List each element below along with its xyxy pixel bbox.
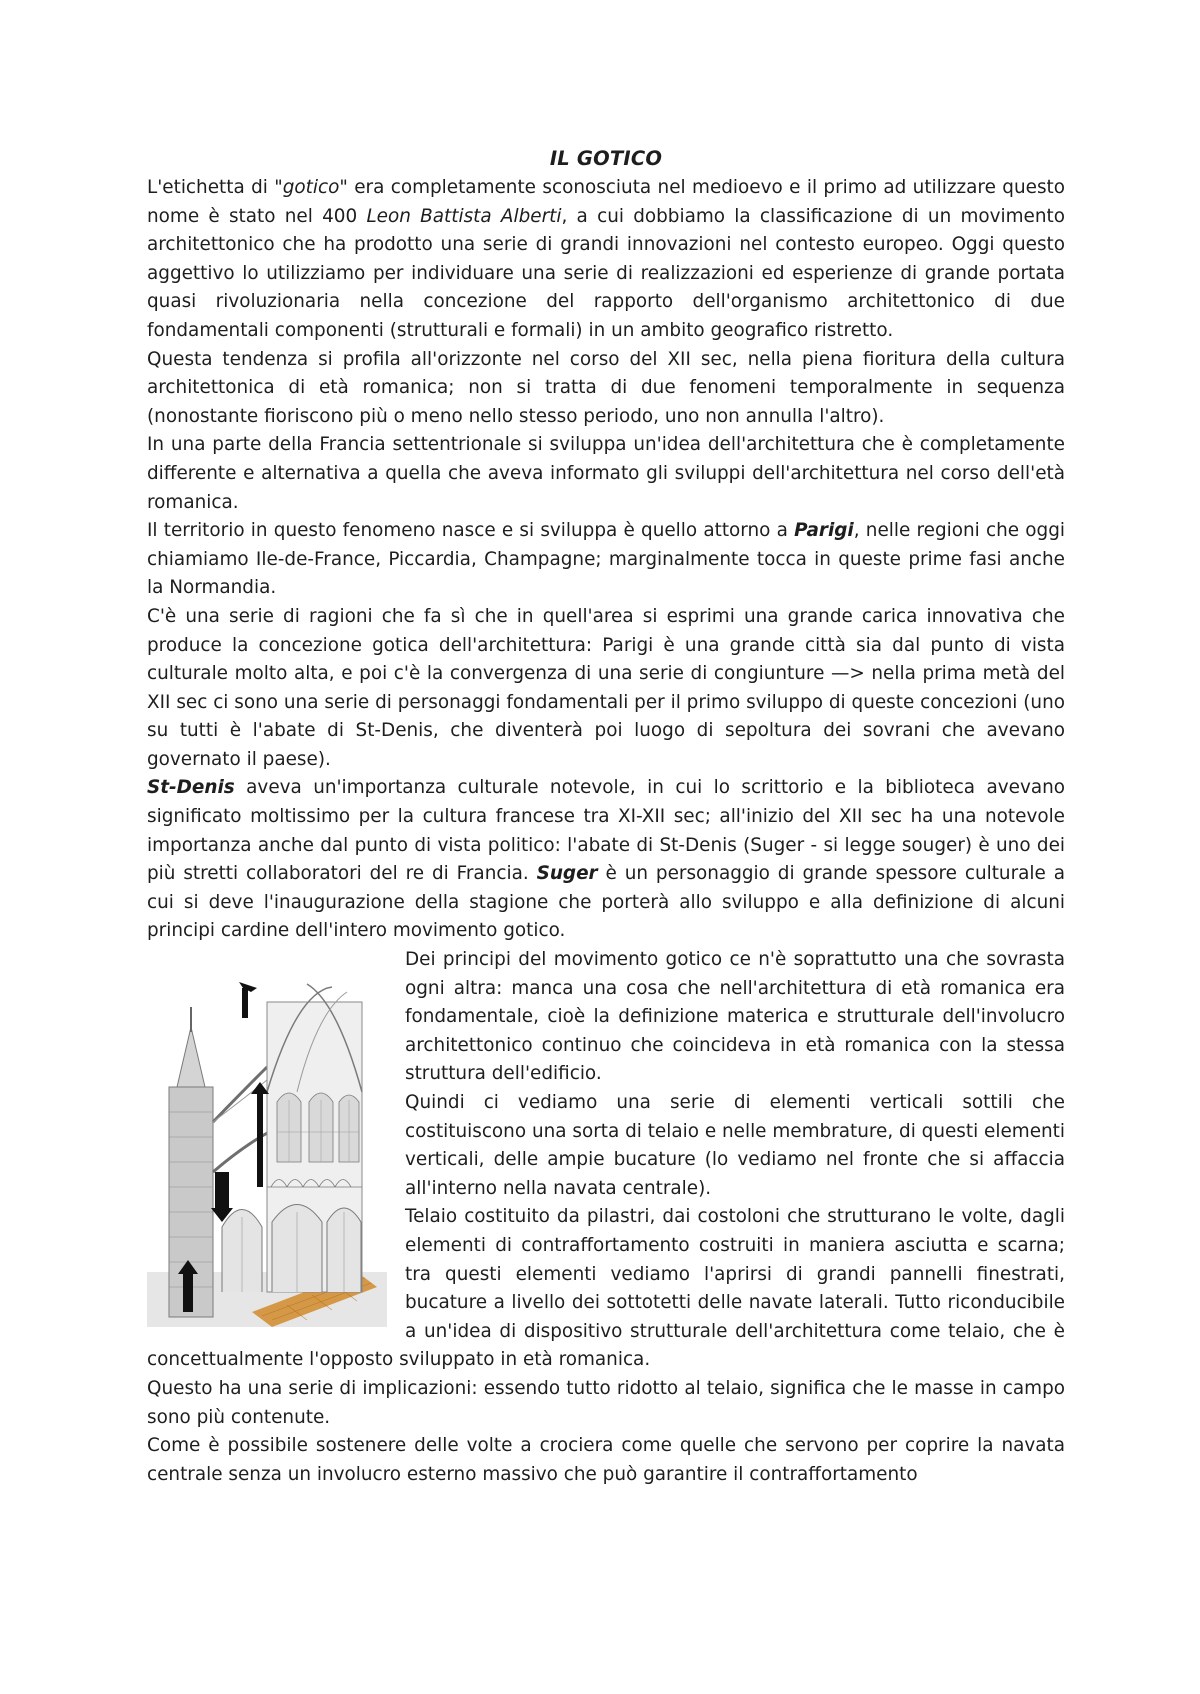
bold-term-st-denis: St-Denis [147,777,235,799]
paragraph-st-denis [147,774,1065,946]
text-run: , nelle regioni che oggi chiamiamo Ile-de-France, Piccardia, Champagne; marginalmente tocca in queste prime fasi anche la Normandia. [147,520,1065,599]
paragraph-telaio: Telaio costituito da pilastri, dai costoloni che strutturano le volte, dagli elementi di contraffortamento costruiti in maniera asciutta e scarna; tra questi elementi vediamo l'aprirsi di grandi pannelli finestrati, bucature a livello dei sottotetti delle navate laterali. Tutto riconducibile a un'idea di dispositivo strutturale dell'architettura come telaio, che è concettualmente l'opposto sviluppato in età romanica. [147,1206,1065,1371]
paragraph-ragioni: C'è una serie di ragioni che fa sì che in quell'area si esprimi una grande carica innovativa che produce la concezione gotica dell'architettura: Parigi è una grande città sia dal punto di vista culturale molto alta, e poi c'è la convergenza di una serie di congiunture —> nella prima metà del XII sec ci sono una serie di personaggi fondamentali per il primo sviluppo di queste concezioni (uno su tutti è l'abate di St-Denis, che diventerà poi luogo di sepoltura dei sovrani che avevano governato il paese). [147,605,1065,770]
text-run: Il territorio in questo fenomeno nasce e si sviluppa è quello attorno a [147,520,795,542]
gothic-section-figure [147,972,387,1327]
gothic-cathedral-section-drawing [147,972,387,1327]
text-run: , a cui dobbiamo la classificazione di un movimento architettonico che ha prodotto una serie di grandi innovazioni nel contesto europeo. Oggi questo aggettivo lo utilizziamo per individuare una serie di realizzazioni ed esperienze di grande portata quasi rivoluzionaria nella concezione del rapporto dell'organismo architettonico di due fondamentali componenti (strutturali e formali) in un ambito geografico ristretto. [147,205,1065,341]
paragraph-principi: Dei principi del movimento gotico ce n'è soprattutto una che sovrasta ogni altra: manca una cosa che nell'architettura di età romanica era fondamentale, cioè la definizione materica e strutturale dell'involucro architettonico continuo che coincideva in età romanica con la stessa struttura dell'edificio. [405,949,1065,1085]
text-run: è un personaggio di grande spessore culturale a cui si deve l'inaugurazione della stagione che porterà allo sviluppo e alla definizione di alcuni principi cardine dell'intero movimento gotico. [147,863,1065,942]
text-run: " era completamente sconosciuta nel medioevo e il primo ad utilizzare questo nome è stato nel 400 [147,177,1065,227]
text-run: aveva un'importanza culturale notevole, in cui lo scrittorio e la biblioteca avevano significato moltissimo per la cultura francese tra XI-XII sec; all'inizio del XII sec ha una notevole importanza anche dal punto di vista politico: l'abate di St-Denis (Suger - si legge souger) è uno dei più stretti collaboratori del re di Francia. [147,777,1065,885]
document-body [147,144,1065,1489]
paragraph-volte: Come è possibile sostenere delle volte a crociera come quelle che servono per coprire la navata centrale senza un involucro esterno massivo che può garantire il contraffortamento [147,1435,1065,1485]
italic-term: gotico [282,177,340,198]
paragraph-implicazioni: Questo ha una serie di implicazioni: essendo tutto ridotto al telaio, significa che le masse in campo sono più contenute. [147,1377,1065,1428]
bold-term-suger: Suger [536,863,598,885]
paragraph-tendenza: Questa tendenza si profila all'orizzonte nel corso del XII sec, nella piena fioritura della cultura architettonica di età romanica; non si tratta di due fenomeni temporalmente in sequenza (nonostante fioriscono più o meno nello stesso periodo, uno non annulla l'altro). [147,348,1065,427]
text-run: L'etichetta di " [147,177,283,198]
figure-text-block [147,946,1065,1375]
paragraph-elementi-verticali: Quindi ci vediamo una serie di elementi verticali sottili che costituiscono una sorta di telaio e nelle membrature, di questi elementi verticali, delle ampie bucature (lo vediamo nel fronte che si affaccia all'interno nella navata centrale). [405,1092,1065,1199]
bold-term-parigi: Parigi [794,520,854,542]
paragraph-territorio [147,517,1065,603]
paragraph-francia: In una parte della Francia settentrionale si sviluppa un'idea dell'architettura che è completamente differente e alternativa a quella che aveva informato gli sviluppi dell'architettura nel corso dell'età romanica. [147,434,1065,513]
page-title: IL GOTICO [549,147,663,170]
paragraph-intro [147,174,1065,346]
italic-name: Leon Battista Alberti [366,205,562,227]
